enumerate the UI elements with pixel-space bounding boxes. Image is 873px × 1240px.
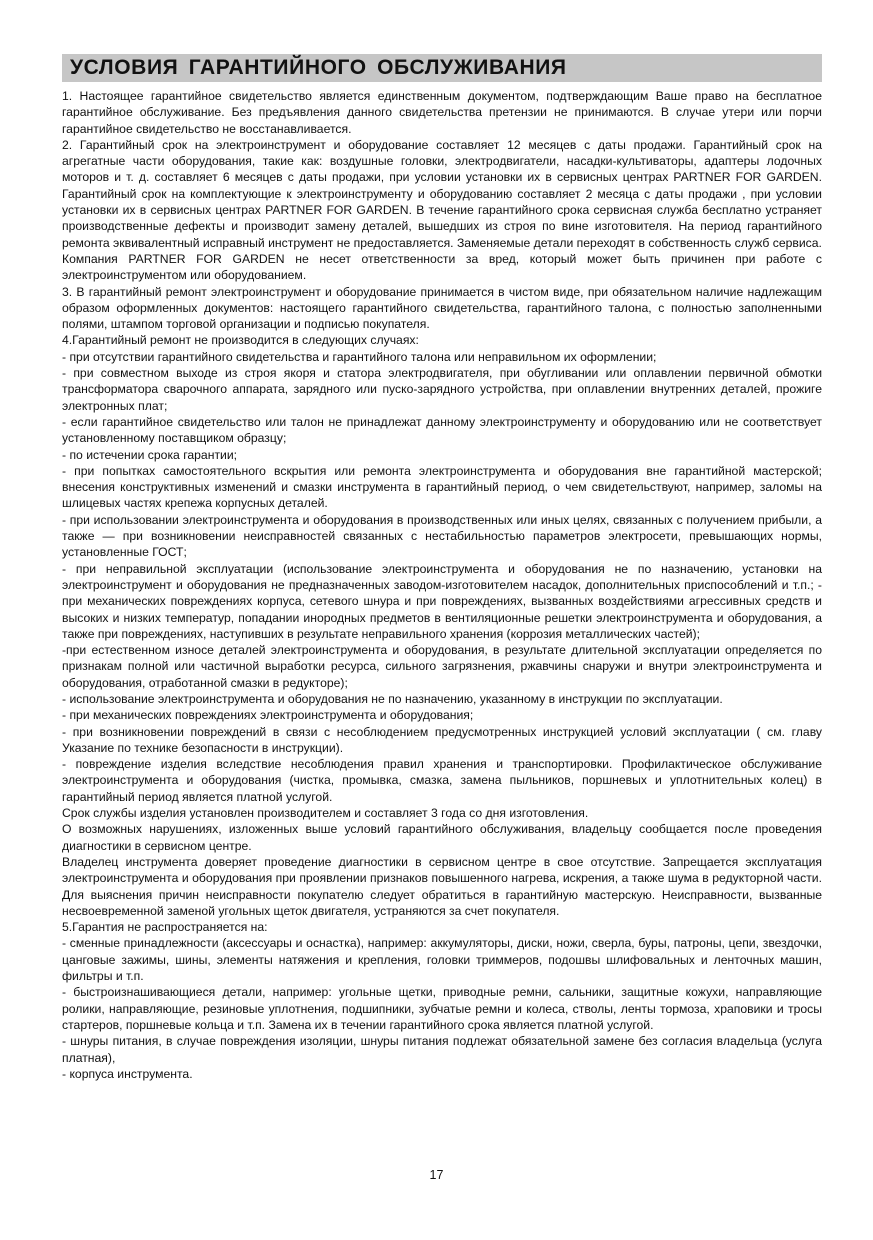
paragraph: Владелец инструмента доверяет проведение диагностики в сервисном центре в свое отсутствие. Запрещается эксплуатация электроинструмента и оборудования при проявлении признаков повышенного нагрева, искрения, а также шума в редукторной части. Для выяснения причин неисправности покупателю следует обратиться в гарантийную мастерскую. Неисправности, вызванные несвоевременной заменой угольных щеток двигателя, устраняются за счет покупателя. xyxy=(62,854,822,918)
list-item: - быстроизнашивающиеся детали, например: угольные щетки, приводные ремни, сальники, защитные кожухи, направляющие ролики, направляющие, резиновые уплотнения, подшипники, зубчатые ремни и колеса, стволы, ленты тормоза, храповики и тросы стартеров, поршневые кольца и т.п. Замена их в течении гарантийного срока является платной услугой. xyxy=(62,985,822,1032)
section-title: УСЛОВИЯ ГАРАНТИЙНОГО ОБСЛУЖИВАНИЯ xyxy=(70,56,567,79)
list-item: - при неправильной эксплуатации (использование электроинструмента и оборудования не по назначению, установки на электроинструмент и оборудования не предназначенных заводом-изготовителем насадок, дополнительных приспособлений и т.п.; - при механических повреждениях корпуса, сетевого шнура и при повреждениях, вызванных воздействиями агрессивных средств и высоких и низких температур, попадании инородных предметов в вентиляционные решетки электроинструмента и оборудования, а также при повреждениях, наступивших в результате неправильного хранения (коррозия металлических частей); xyxy=(62,561,822,641)
list-item: - корпуса инструмента. xyxy=(62,1066,193,1081)
list-item: - сменные принадлежности (аксессуары и оснастка), например: аккумуляторы, диски, ножи, сверла, буры, патроны, цепи, звездочки, цанговые зажимы, шины, элементы натяжения и крепления, головки триммеров, подошвы шлифовальных и ленточных машин, фильтры и т.п. xyxy=(62,936,822,984)
document-page xyxy=(62,54,822,1082)
warranty-conditions-text xyxy=(62,88,822,1082)
paragraph: 3. В гарантийный ремонт электроинструмент и оборудование принимается в чистом виде, при обязательном наличие надлежащим образом оформленных документов: настоящего гарантийного свидетельства, гарантийного талона, с полностью заполненными полями, штампом торговой организации и подписью покупателя. xyxy=(62,284,822,332)
list-item: -при естественном износе деталей электроинструмента и оборудования, в результате длительной эксплуатации определяется по признакам полной или частичной выработки ресурса, сильного загрязнения, ржавчины снаружи и внутри электроинструмента и оборудования, отработанной смазки в редукторе); xyxy=(62,643,822,690)
paragraph: Компания PARTNER FOR GARDEN не несет ответственности за вред, который может быть причинен при работе с электроинструментом или оборудованием. xyxy=(62,251,822,283)
paragraph: 2. Гарантийный срок на электроинструмент и оборудование составляет 12 месяцев с даты продажи. Гарантийный срок на агрегатные части оборудования, такие как: воздушные головки, электродвигатели, насадки-культиваторы, адаптеры лодочных моторов и т. д. составляет 6 месяцев с даты продажи, при условии установки их в сервисных центрах PARTNER FOR GARDEN. Гарантийный срок на комплектующие к электроинструменту и оборудованию составляет 2 месяца с даты продажи , при условии установки их в сервисных центрах PARTNER FOR GARDEN. В течение гарантийного срока сервисная служба бесплатно устраняет производственные дефекты и производит замену деталей, вышедших из строя по вине изготовителя. На период гарантийного ремонта эквивалентный исправный инструмент не предоставляется. Заменяемые детали переходят в собственность служб сервиса. xyxy=(62,137,822,250)
section-header-bar xyxy=(62,54,822,82)
list-item: - при попытках самостоятельного вскрытия или ремонта электроинструмента и оборудования вне гарантийной мастерской; внесения конструктивных изменений и смазки инструмента в гарантийный период, о чем свидетельствуют, например, заломы на шлицевых частях крепежа корпусных деталей. xyxy=(62,463,822,511)
list-item: - при возникновении повреждений в связи с несоблюдением предусмотренных инструкцией условий эксплуатации ( см. главу Указание по технике безопасности в инструкции). xyxy=(62,724,822,755)
list-item: - по истечении срока гарантии; xyxy=(62,447,238,462)
list-item: - при совместном выходе из строя якоря и статора электродвигателя, при обугливании или оплавлении первичной обмотки трансформатора сварочного аппарата, зарядного или пуско-зарядного устройства, при оплавлении внутренних деталей, прожиге электронных плат; xyxy=(62,366,822,413)
list-item: - при механических повреждениях электроинструмента и оборудования; xyxy=(62,708,474,723)
list-item: - повреждение изделия вследствие несоблюдения правил хранения и транспортировки. Профилактическое обслуживание электроинструмента и оборудования (чистка, промывка, смазка, замена пыльников, поршневых и уплотнительных колец) в гарантийный период является платной услугой. xyxy=(62,757,822,804)
list-item: - при отсутствии гарантийного свидетельства и гарантийного талона или неправильном их оформлении; xyxy=(62,349,657,364)
paragraph: 4.Гарантийный ремонт не производится в следующих случаях: xyxy=(62,333,419,348)
list-item: - шнуры питания, в случае повреждения изоляции, шнуры питания подлежат обязательной замене без согласия владельца (услуга платная), xyxy=(62,1034,822,1065)
page-number: 17 xyxy=(429,1168,444,1182)
paragraph: Срок службы изделия установлен производителем и составляет 3 года со дня изготовления. xyxy=(62,806,589,821)
paragraph: 5.Гарантия не распространяется на: xyxy=(62,920,268,935)
list-item: - при использовании электроинструмента и оборудования в производственных или иных целях, связанных с получением прибыли, а также — при возникновении неисправностей связанных с нестабильностью параметров электросети, превышающих нормы, установленные ГОСТ; xyxy=(62,512,822,560)
paragraph: О возможных нарушениях, изложенных выше условий гарантийного обслуживания, владельцу сообщается после проведения диагностики в сервисном центре. xyxy=(62,822,822,853)
list-item: - использование электроинструмента и оборудования не по назначению, указанному в инструкции по эксплуатации. xyxy=(62,691,723,706)
list-item: - если гарантийное свидетельство или талон не принадлежат данному электроинструменту и оборудованию или не соответствует установленному поставщиком образцу; xyxy=(62,414,822,446)
paragraph: 1. Настоящее гарантийное свидетельство является единственным документом, подтверждающим Ваше право на бесплатное гарантийное обслуживание. Без предъявления данного свидетельства претензии не принимаются. В случае утери или порчи гарантийное свидетельство не восстанавливается. xyxy=(62,89,822,136)
